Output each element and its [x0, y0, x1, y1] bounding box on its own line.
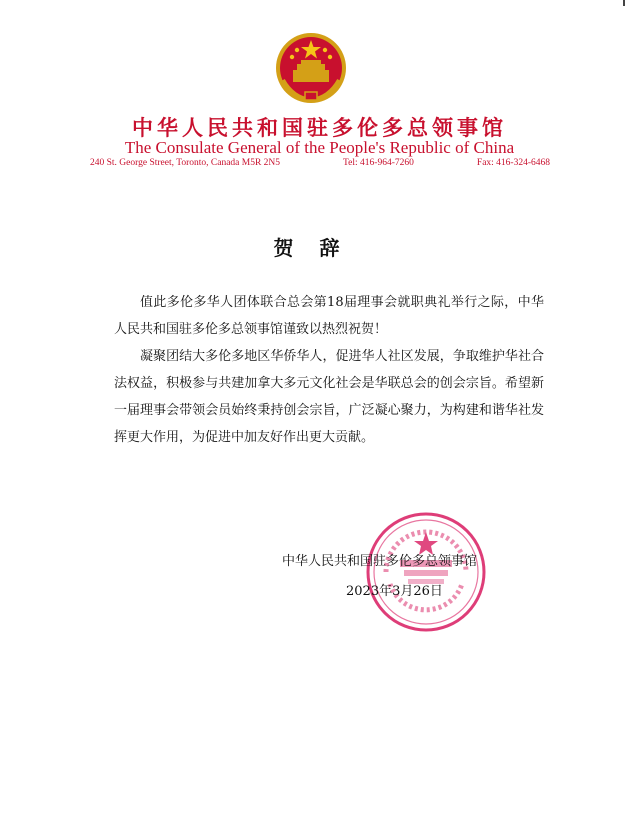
signature-date: 2023年3月26日: [346, 584, 443, 599]
consulate-tel: Tel: 416-964-7260: [343, 158, 414, 168]
consulate-fax: Fax: 416-324-6468: [476, 158, 550, 168]
document-title: 贺辞: [273, 236, 366, 260]
consulate-contact-line: [90, 158, 550, 168]
national-emblem-icon: [273, 30, 349, 106]
consulate-name-english: The Consulate General of the People's Republic of China: [124, 138, 515, 157]
consulate-name-chinese: 中华人民共和国驻多伦多总领事馆: [132, 115, 507, 140]
official-seal-icon: [364, 510, 488, 634]
letter-page: [10, 0, 629, 836]
body-paragraph: 凝聚团结大多伦多地区华侨华人，促进华人社区发展，争取维护华社合法权益，积极参与共建加拿大多元文化社会是华联总会的创会宗旨。希望新一届理事会带领会员始终秉持创会宗旨，广泛凝心聚力，为构建和谐华社发挥更大作用，为促进中加友好作出更大贡献。: [114, 349, 544, 445]
body-paragraph: 值此多伦多华人团体联合总会第18届理事会就职典礼举行之际，中华人民共和国驻多伦多总领事馆谨致以热烈祝贺！: [114, 295, 544, 337]
edge-mark: [623, 0, 625, 6]
consulate-address: 240 St. George Street, Toronto, Canada M5R 2N5: [90, 158, 281, 168]
document-body: [114, 289, 544, 451]
signature-organization: 中华人民共和国驻多伦多总领事馆: [282, 554, 478, 569]
